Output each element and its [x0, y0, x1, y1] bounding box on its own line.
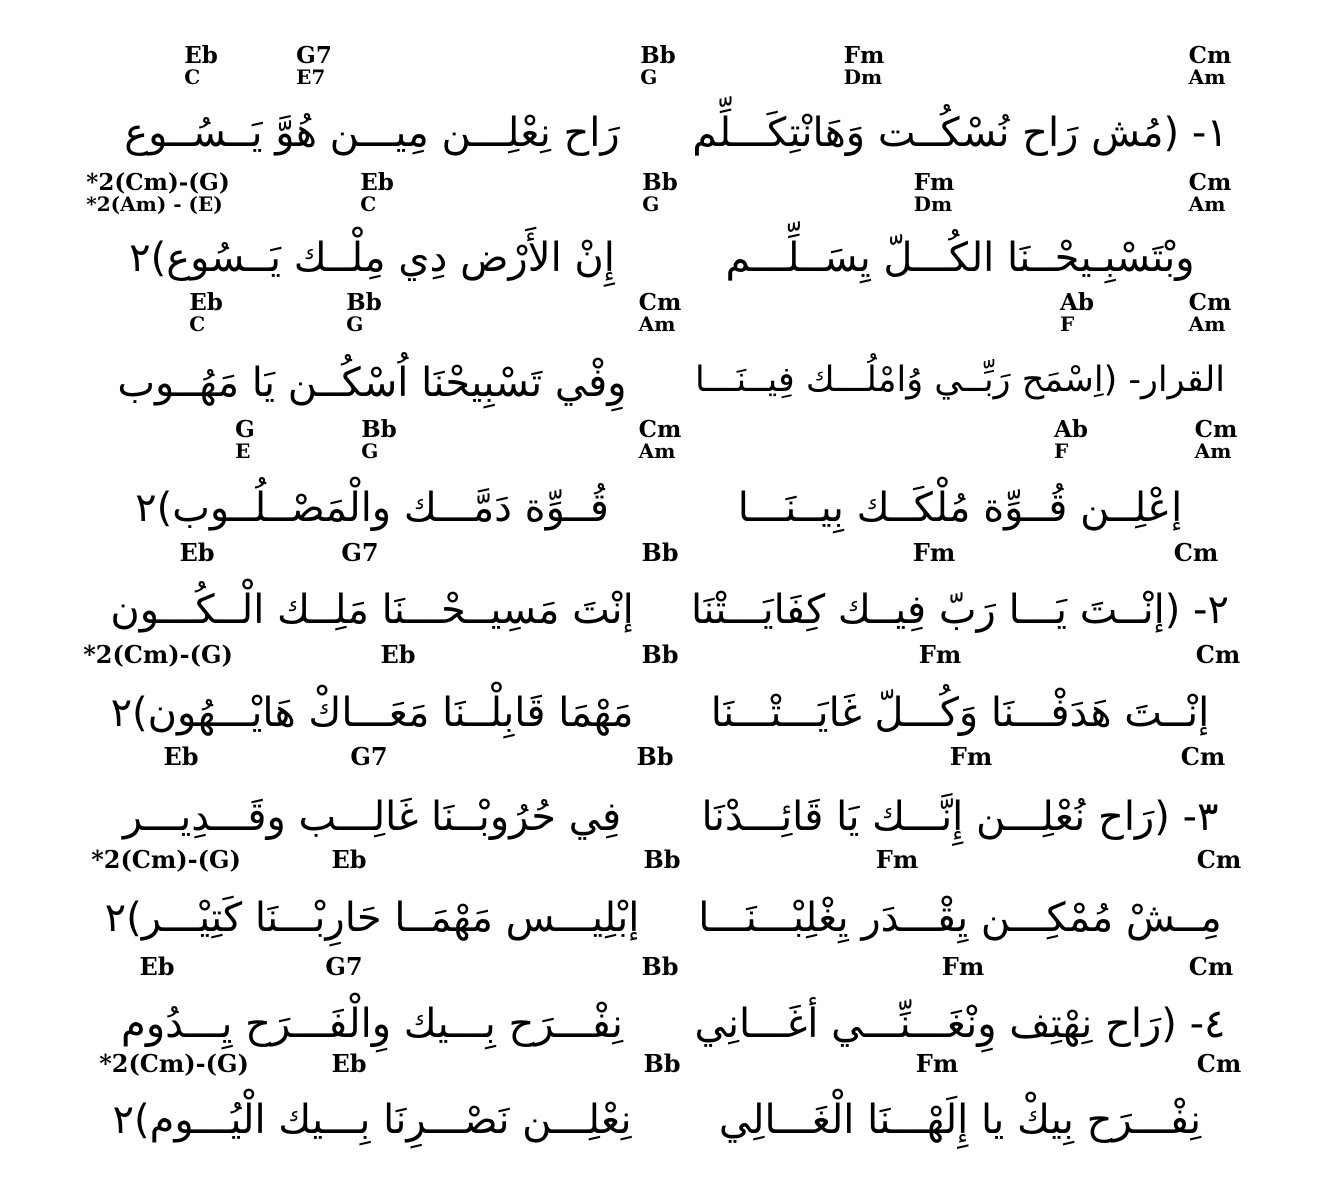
- lyric-line-right: ١- (مُش رَاح نُسْكُــت وَهَانْتِكَـــلِّم: [692, 110, 1228, 156]
- chord-name: Bb: [641, 538, 679, 567]
- chord-name: Cm: [1196, 845, 1242, 874]
- chord: [949, 742, 993, 771]
- chord-name: Fm: [918, 640, 962, 669]
- chord-alt-name: Am: [1188, 312, 1226, 336]
- chord: [296, 44, 332, 87]
- lyric-line-right: وبْتَسْبِـيحْــنَا الكُـــلّ يِسَــلِّـــم: [725, 235, 1195, 281]
- chord-name: *2(Cm)-(G): [91, 845, 241, 874]
- chord: [361, 418, 397, 461]
- chord: [1196, 1049, 1242, 1078]
- chord: [642, 171, 678, 214]
- chord-name: Eb: [331, 1049, 367, 1078]
- chord: [331, 1049, 367, 1078]
- chord-alt-name: C: [184, 65, 201, 89]
- chord: [643, 1049, 681, 1078]
- chord: [99, 1049, 249, 1078]
- lyric-line-right: نِفْـــرَح بِيكْ يا إِلَهْـــنَا الْغَـــالِي: [718, 1097, 1202, 1143]
- chord: [1195, 418, 1238, 461]
- chord-name: Cm: [1188, 289, 1232, 316]
- chord: [641, 538, 679, 567]
- chord-alt-name: Dm: [843, 65, 883, 89]
- chord: [1173, 538, 1219, 567]
- chord-name: Eb: [380, 640, 416, 669]
- chord: [918, 640, 962, 669]
- chord: [1189, 44, 1232, 87]
- chord: [914, 171, 955, 214]
- chord-name: Eb: [184, 42, 218, 69]
- chord-alt-name: E: [235, 439, 251, 463]
- chord-name: Cm: [1195, 640, 1241, 669]
- chord: [325, 952, 363, 981]
- lyric-line-left: إِنْ الأَرْض دِي مِلْــك يَــسُوع)٢: [129, 235, 615, 281]
- chord: [189, 291, 223, 334]
- lyric-line-left: نِعْلِـــن نَصْـــرِنَا بِـــيك الْيُـــوم)٢: [112, 1097, 632, 1143]
- lyric-line-right: مِــشْ مُمْكِـــن يِقْـــدَر يِغْلِبْـــنَـــا: [698, 895, 1222, 941]
- chord-name: Eb: [179, 538, 215, 567]
- chord-name: Eb: [163, 742, 199, 771]
- chord-name: Cm: [1188, 169, 1232, 196]
- chord-name: Bb: [636, 742, 674, 771]
- chord: [184, 44, 218, 87]
- chord-alt-name: G: [346, 312, 364, 336]
- chord: [639, 291, 682, 334]
- chord-name: G: [235, 416, 255, 443]
- chord: [139, 952, 175, 981]
- chord-alt-name: Am: [1188, 192, 1226, 216]
- chord: [639, 418, 682, 461]
- lyric-line-right: ٤- (رَاح نِهْتِف وِنْغَـــنِّـــي أغَـــانِي: [694, 1001, 1226, 1047]
- chord: [350, 742, 388, 771]
- chord-alt-name: C: [189, 312, 206, 336]
- chord: [1060, 291, 1094, 334]
- chord-alt-name: E7: [296, 65, 326, 89]
- chord-name: Ab: [1060, 289, 1094, 316]
- chord: [346, 291, 382, 334]
- chord: [1180, 742, 1226, 771]
- lyric-line-left: رَاح نِعْلِـــن مِيـــن هُوَّ يَــسُــوع: [124, 110, 620, 156]
- chord-name: Fm: [912, 538, 956, 567]
- lyric-line-left: فِي حُرُوبْــنَا غَالِـــب وقَـــدِيـــر: [122, 794, 622, 840]
- chord: [331, 845, 367, 874]
- chord-name: Cm: [1196, 1049, 1242, 1078]
- chord-name: G7: [341, 538, 379, 567]
- chord-alt-name: G: [361, 439, 379, 463]
- chord: [641, 640, 679, 669]
- chord: [1188, 952, 1234, 981]
- chord: [341, 538, 379, 567]
- chord-name: Fm: [913, 169, 955, 196]
- chord-name: Bb: [643, 845, 681, 874]
- chord-name: Fm: [875, 845, 919, 874]
- chord-name: Ab: [1054, 416, 1088, 443]
- chord: [915, 1049, 959, 1078]
- chord-name: Bb: [361, 416, 397, 443]
- chord: [1189, 171, 1232, 214]
- chord: [179, 538, 215, 567]
- lyric-line-left: إبْلِيـــس مَهْمَــا حَارِبْـــنَا كَتِيْـــر)٢: [104, 895, 640, 941]
- chord-alt-name: Am: [638, 439, 676, 463]
- lyric-line-right: ٣- (رَاح نُعْلِـــن إِنَّـــك يَا قَائِـــدْنَا: [701, 794, 1219, 840]
- chord-name: Bb: [643, 1049, 681, 1078]
- chord-name: Eb: [331, 845, 367, 874]
- chord-alt-name: F: [1054, 439, 1069, 463]
- lyric-line-right: إعْلِــن قُــوِّة مُلْكَــك بِيــنَـــا: [737, 485, 1183, 531]
- chord: [86, 171, 229, 214]
- chord-name: G7: [350, 742, 388, 771]
- chord: [1195, 640, 1241, 669]
- chord-name: Cm: [1188, 42, 1232, 69]
- chord-name: Cm: [1180, 742, 1226, 771]
- chord-name: G7: [296, 42, 332, 69]
- chord-name: Fm: [843, 42, 885, 69]
- chord: [875, 845, 919, 874]
- chord: [912, 538, 956, 567]
- lyric-line-left: قُــوِّة دَمَّـــك والْمَصْــلُــوب)٢: [135, 485, 609, 531]
- chord-name: Fm: [949, 742, 993, 771]
- chord: [360, 171, 394, 214]
- lyric-line-right: القرار- (اِسْمَح رَبِّــي وُامْلُـــك فِيــنَـــا: [694, 360, 1226, 400]
- chord-alt-name: Am: [1194, 439, 1232, 463]
- lyric-line-right: إنْــتَ هَدَفْـــنَا وَكُـــلّ غَايَـــتْـــنَا: [710, 690, 1210, 736]
- chord-name: Bb: [641, 952, 679, 981]
- chord: [844, 44, 885, 87]
- chord: [380, 640, 416, 669]
- chord-name: Cm: [638, 416, 682, 443]
- chord: [641, 952, 679, 981]
- chord: [83, 640, 233, 669]
- chord-alt-name: Am: [638, 312, 676, 336]
- chord-alt-name: C: [360, 192, 377, 216]
- lyric-line-right: ٢- (إنْــتَ يَـــا رَبّ فِيــك كِفَايَـــتْنَا: [691, 587, 1229, 633]
- chord-name: Cm: [1188, 952, 1234, 981]
- chord-name: Bb: [642, 169, 678, 196]
- lyric-line-left: مَهْمَا قَابِلْــنَا مَعَـــاكْ هَايْـــهُون)٢: [110, 690, 634, 736]
- chord-name: Eb: [189, 289, 223, 316]
- chord-name: Bb: [346, 289, 382, 316]
- chord-name: Cm: [1173, 538, 1219, 567]
- chord: [941, 952, 985, 981]
- chord-alt-name: G: [640, 65, 658, 89]
- lyric-line-left: نِفْـــرَح بِـــيك وِالْفَـــرَح يِـــدُوم: [121, 1001, 623, 1047]
- lyric-line-left: وِفْي تَسْبِيحْنَا اُسْكُــن يَا مَهُــوب: [117, 360, 627, 406]
- chord: [163, 742, 199, 771]
- chord: [640, 44, 676, 87]
- chord-name: *2(Cm)-(G): [99, 1049, 249, 1078]
- chord-alt-name: F: [1060, 312, 1075, 336]
- chord-name: Eb: [360, 169, 394, 196]
- chord-name: Fm: [915, 1049, 959, 1078]
- chord-alt-name: *2(Am) - (E): [86, 192, 223, 216]
- chord: [636, 742, 674, 771]
- chord-name: *2(Cm)-(G): [83, 640, 233, 669]
- chord: [1196, 845, 1242, 874]
- chord-name: Bb: [641, 640, 679, 669]
- chord: [235, 418, 255, 461]
- chord-alt-name: Am: [1188, 65, 1226, 89]
- chord-name: Cm: [638, 289, 682, 316]
- chord: [1189, 291, 1232, 334]
- chord: [643, 845, 681, 874]
- chord-name: *2(Cm)-(G): [86, 169, 230, 196]
- chord: [91, 845, 241, 874]
- chord-name: Fm: [941, 952, 985, 981]
- chord-name: Eb: [139, 952, 175, 981]
- chord-alt-name: Dm: [913, 192, 953, 216]
- chord-name: Bb: [640, 42, 676, 69]
- chord-alt-name: G: [642, 192, 660, 216]
- chord-name: Cm: [1194, 416, 1238, 443]
- chord: [1054, 418, 1088, 461]
- chord-name: G7: [325, 952, 363, 981]
- lyric-line-left: إنْتَ مَسِيــحْـــنَا مَلِــك الْــكُـــون: [110, 587, 634, 633]
